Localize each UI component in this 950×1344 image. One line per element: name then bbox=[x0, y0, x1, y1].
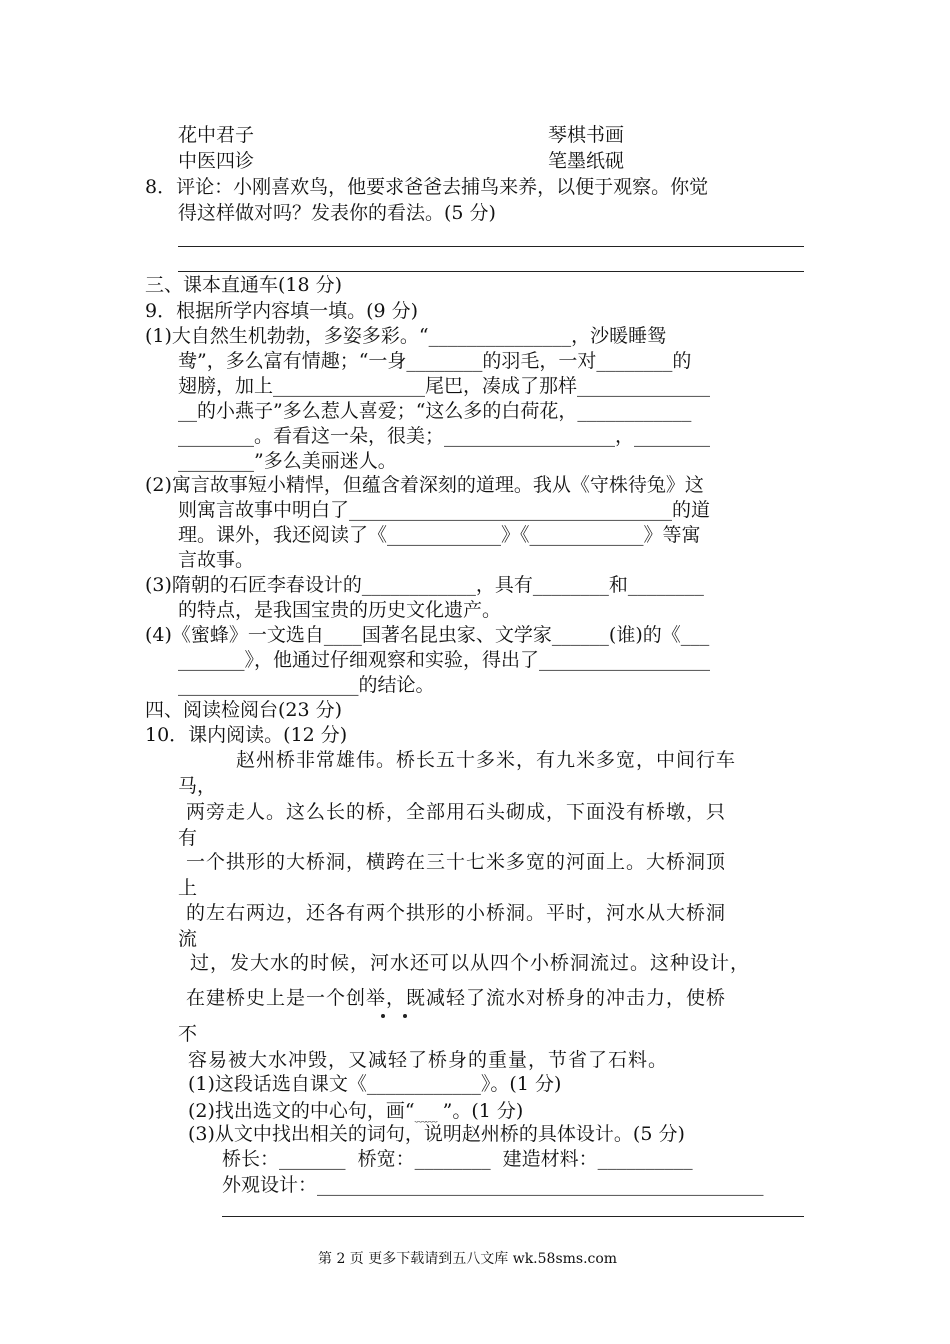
q9-3-line-1: (3)隋朝的石匠李春设计的____________，具有________和________ bbox=[145, 574, 704, 596]
passage-line: 上 bbox=[178, 877, 198, 899]
emphasis-dot bbox=[403, 1014, 407, 1018]
pair-left-1: 花中君子 bbox=[178, 124, 255, 146]
q10-sub-2-b: ”。(1 分) bbox=[442, 1100, 524, 1122]
q9-2-line-3: 理。课外，我还阅读了《____________》《____________》等寓 bbox=[178, 524, 701, 546]
passage-line: 赵州桥非常雄伟。桥长五十多米，有九米多宽，中间行车 bbox=[236, 749, 737, 771]
emphasis-dot bbox=[381, 1014, 385, 1018]
wavy-line-mark bbox=[414, 1097, 443, 1124]
passage-line: 一个拱形的大桥洞，横跨在三十七米多宽的河面上。大桥洞顶 bbox=[186, 851, 727, 873]
q9-4-line-3: ___________________的结论。 bbox=[178, 674, 435, 696]
answer-line bbox=[222, 1216, 804, 1217]
passage-line: 过，发大水的时候，河水还可以从四个小桥洞流过。这种设计， bbox=[190, 952, 751, 974]
q9-2-line-4: 言故事。 bbox=[178, 549, 255, 571]
q9-1-line-2: 鸯”，多么富有情趣；“一身________的羽毛，一对________的 bbox=[178, 350, 692, 372]
wavy-underline-icon: ﹏﹏ bbox=[414, 1110, 437, 1124]
passage-line: 有 bbox=[178, 827, 198, 849]
passage-line: 流 bbox=[178, 928, 198, 950]
passage-line: 两旁走人。这么长的桥，全部用石头砌成，下面没有桥墩，只 bbox=[186, 801, 727, 823]
section-3-heading: 三、课本直通车(18 分) bbox=[145, 274, 343, 296]
page-footer: 第 2 页 更多下载请到五八文库 wk.58sms.com bbox=[318, 1251, 618, 1267]
q8-line-2: 得这样做对吗？发表你的看法。(5 分) bbox=[178, 202, 496, 224]
design-fill-line-1: 桥长：_______ 桥宽：________ 建造材料：__________ bbox=[222, 1148, 693, 1170]
q9-1-line-6: ________”多么美丽迷人。 bbox=[178, 450, 397, 472]
section-4-heading: 四、阅读检阅台(23 分) bbox=[145, 699, 343, 721]
pair-right-1: 琴棋书画 bbox=[548, 124, 625, 146]
q9-1-line-4: __的小燕子”多么惹人喜爱；“这么多的白荷花，____________ bbox=[178, 400, 692, 422]
q10-sub-3: (3)从文中找出相关的词句，说明赵州桥的具体设计。(5 分) bbox=[188, 1123, 685, 1145]
passage-line: 在建桥史上是一个创举，既减轻了流水对桥身的冲击力，使桥 bbox=[186, 987, 727, 1009]
q10-title: 10．课内阅读。(12 分) bbox=[145, 724, 348, 746]
answer-line bbox=[178, 246, 804, 247]
design-fill-line-2: 外观设计：_______________________________________________ bbox=[222, 1174, 764, 1196]
q9-4-line-2: _______》，他通过仔细观察和实验，得出了__________________ bbox=[178, 649, 711, 671]
q8-line-1: 8．评论：小刚喜欢鸟，他要求爸爸去捕鸟来养，以便于观察。你觉 bbox=[145, 176, 709, 198]
passage-line: 容易被大水冲毁，又减轻了桥身的重量，节省了石料。 bbox=[188, 1049, 669, 1071]
q9-3-line-2: 的特点，是我国宝贵的历史文化遗产。 bbox=[178, 599, 502, 621]
q9-1-line-1: (1)大自然生机勃勃，多姿多彩。“_______________，沙暖睡鸳 bbox=[145, 325, 667, 347]
pair-right-2: 笔墨纸砚 bbox=[548, 150, 625, 172]
pair-left-2: 中医四诊 bbox=[178, 150, 255, 172]
passage-line: 马， bbox=[178, 775, 217, 797]
q9-title: 9．根据所学内容填一填。(9 分) bbox=[145, 300, 419, 322]
q10-sub-2-a: (2)找出选文的中心句，画“ bbox=[188, 1100, 415, 1122]
q9-2-line-1: (2)寓言故事短小精悍，但蕴含着深刻的道理。我从《守株待兔》这 bbox=[145, 474, 704, 496]
q9-1-line-5: ________。看看这一朵，很美；__________________，________ bbox=[178, 425, 711, 447]
q9-1-line-3: 翅膀，加上________________尾巴，凑成了那样______________ bbox=[178, 375, 711, 397]
q9-2-line-2: 则寓言故事中明白了__________________________________的道 bbox=[178, 499, 711, 521]
passage-line: 的左右两边，还各有两个拱形的小桥洞。平时，河水从大桥洞 bbox=[186, 902, 727, 924]
q9-4-line-1: (4)《蜜蜂》一文选自____国著名昆虫家、文学家______(谁)的《___ bbox=[145, 624, 710, 646]
answer-line bbox=[178, 271, 804, 272]
q10-sub-1: (1)这段话选自课文《____________》。(1 分) bbox=[188, 1073, 562, 1095]
q10-sub-2 bbox=[188, 1097, 523, 1123]
passage-line: 不 bbox=[178, 1023, 198, 1045]
